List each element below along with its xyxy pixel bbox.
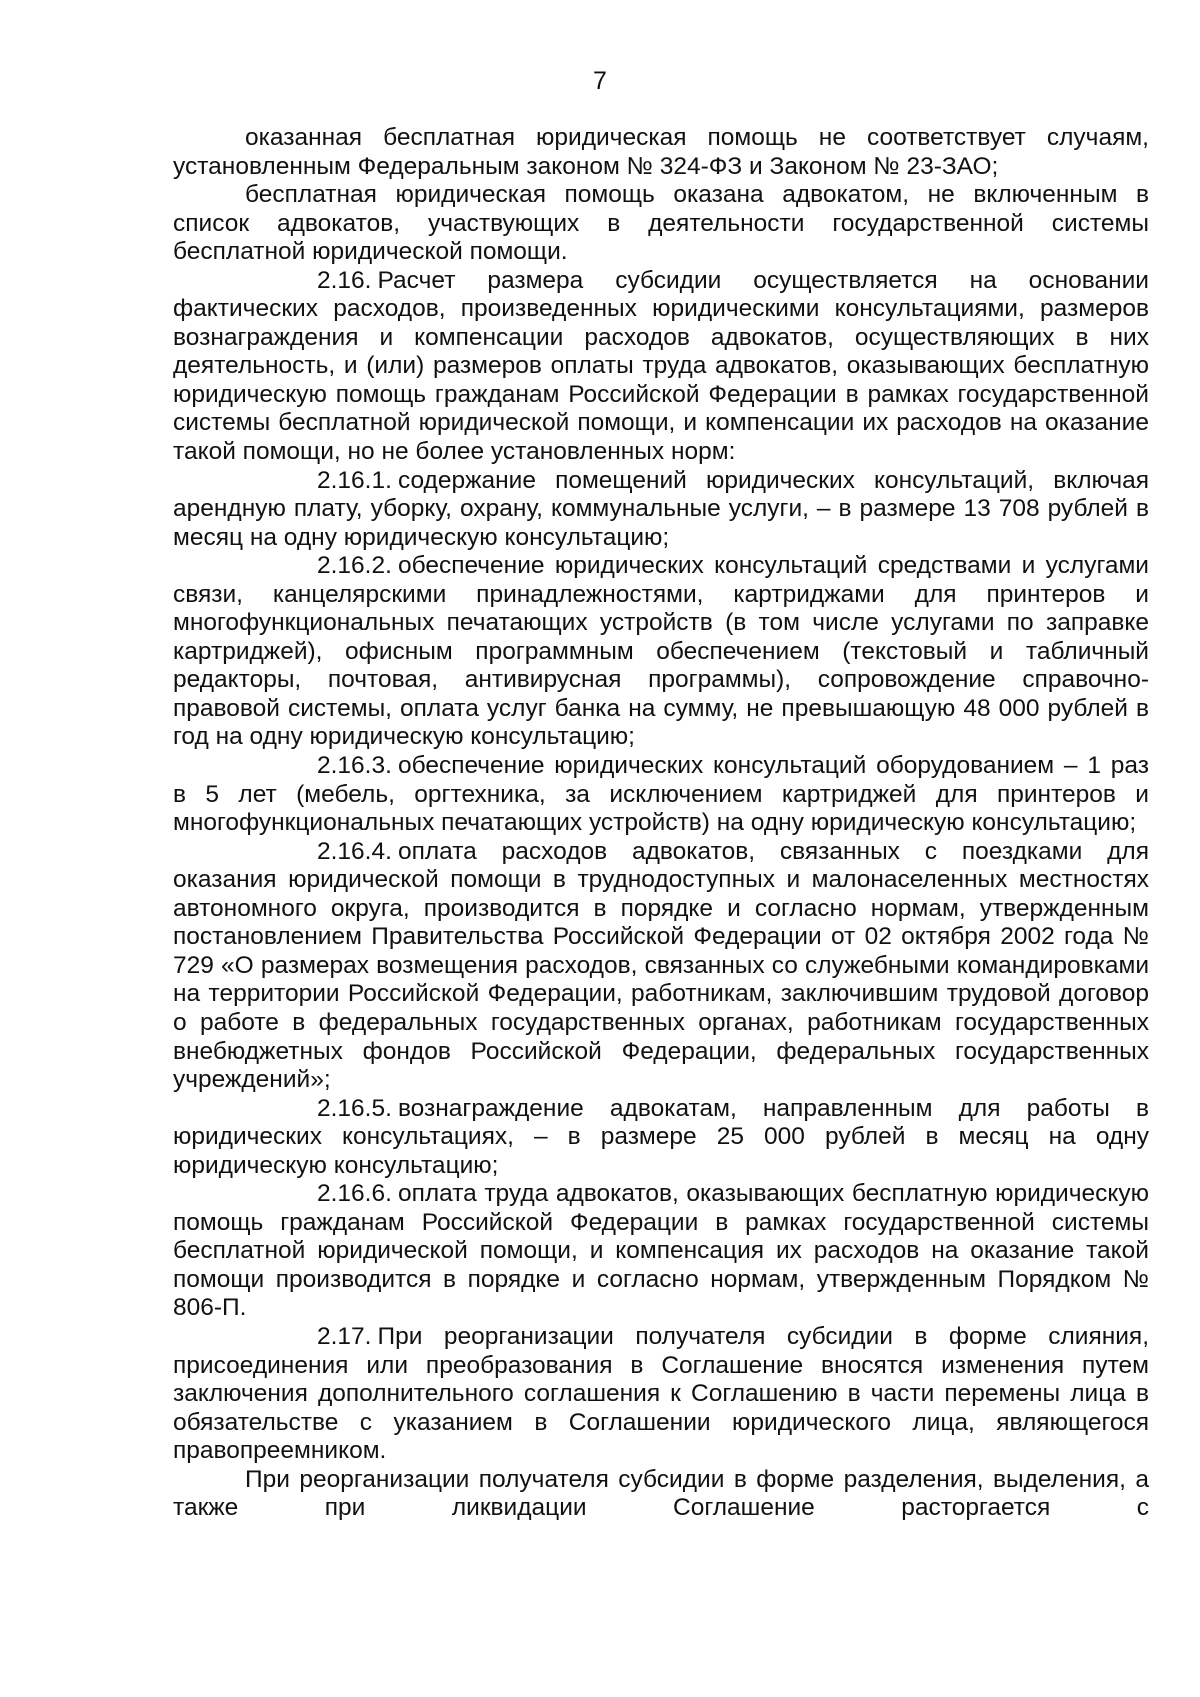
- paragraph-text: Расчет размера субсидии осуществляется на основании фактических расходов, произведенных юридическими консультациями, размеров вознаграждения и компенсации расходов адвокатов, осуществляющих в них деятельность, и (или) размеров оплаты труда адвокатов, оказывающих бесплатную юридическую помощь гражданам Российской Федерации в рамках государственной системы бесплатной юридической помощи, и компенсации их расходов на оказание такой помощи, но не более установленных норм:: [173, 266, 1149, 466]
- clause-number: 2.16.4.: [317, 837, 392, 865]
- clause-number: 2.17.: [317, 1322, 372, 1350]
- clause-2-16-2: [173, 552, 1149, 752]
- page-number: 7: [593, 67, 607, 95]
- paragraph-text: обеспечение юридических консультаций средствами и услугами связи, канцелярскими принадлежностями, картриджами для принтеров и многофункциональных печатающих устройств (в том числе услугами по заправке картриджей), офисным программным обеспечением (текстовый и табличный редакторы, почтовая, антивирусная программы), сопровождение справочно-правовой системы, оплата услуг банка на сумму, не превышающую 48 000 рублей в год на одну юридическую консультацию;: [173, 552, 1149, 751]
- document-body: [173, 124, 1149, 1523]
- paragraph-text: обеспечение юридических консультаций оборудованием – 1 раз в 5 лет (мебель, оргтехника, за исключением картриджей для принтеров и многофункциональных печатающих устройств) на одну юридическую консультацию;: [173, 752, 1149, 837]
- clause-2-16-5: [173, 1095, 1149, 1181]
- paragraph-text: При реорганизации получателя субсидии в форме разделения, выделения, а также при ликвидации Соглашение расторгается с: [173, 1465, 1149, 1522]
- clause-number: 2.16.1.: [317, 466, 392, 494]
- clause-2-16-6: [173, 1180, 1149, 1323]
- paragraph-text: При реорганизации получателя субсидии в форме слияния, присоединения или преобразования в Соглашение вносятся изменения путем заключения дополнительного соглашения к Соглашению в части перемены лица в обязательстве с указанием в Соглашении юридического лица, являющегося правопреемником.: [173, 1322, 1149, 1465]
- clause-2-17: [173, 1323, 1149, 1466]
- paragraph-text: содержание помещений юридических консультаций, включая арендную плату, уборку, охрану, коммунальные услуги, – в размере 13 708 рублей в месяц на одну юридическую консультацию;: [173, 466, 1149, 551]
- paragraph-text: оплата расходов адвокатов, связанных с поездками для оказания юридической помощи в труднодоступных и малонаселенных местностях автономного округа, производится в порядке и согласно нормам, утвержденным постановлением Правительства Российской Федерации от 02 октября 2002 года № 729 «О размерах возмещения расходов, связанных со служебными командировками на территории Российской Федерации, работникам, заключившим трудовой договор о работе в федеральных государственных органах, работникам государственных внебюджетных фондов Российской Федерации, федеральных государственных учреждений»;: [173, 837, 1149, 1094]
- clause-2-16: [173, 267, 1149, 467]
- paragraph-text: оплата труда адвокатов, оказывающих бесплатную юридическую помощь гражданам Российской Федерации в рамках государственной системы бесплатной юридической помощи, и компенсация их расходов на оказание такой помощи производится в порядке и согласно нормам, утвержденным Порядком № 806-П.: [173, 1180, 1149, 1322]
- clause-number: 2.16.6.: [317, 1180, 392, 1208]
- paragraph-reorganization-termination: [173, 1466, 1149, 1523]
- clause-2-16-1: [173, 467, 1149, 553]
- paragraph-text: оказанная бесплатная юридическая помощь не соответствует случаям, установленным Федеральным законом № 324-ФЗ и Законом № 23-ЗАО;: [173, 124, 1149, 180]
- clause-number: 2.16.3.: [317, 752, 392, 780]
- paragraph-free-aid-not-matching: [173, 124, 1149, 181]
- clause-2-16-3: [173, 752, 1149, 838]
- paragraph-lawyer-not-listed: [173, 181, 1149, 267]
- paragraph-text: вознаграждение адвокатам, направленным для работы в юридических консультациях, – в размере 25 000 рублей в месяц на одну юридическую консультацию;: [173, 1094, 1149, 1179]
- clause-number: 2.16.2.: [317, 552, 392, 580]
- clause-number: 2.16.5.: [317, 1094, 392, 1122]
- clause-number: 2.16.: [317, 266, 372, 294]
- clause-2-16-4: [173, 838, 1149, 1095]
- paragraph-text: бесплатная юридическая помощь оказана адвокатом, не включенным в список адвокатов, участвующих в деятельности государственной системы бесплатной юридической помощи.: [173, 181, 1149, 266]
